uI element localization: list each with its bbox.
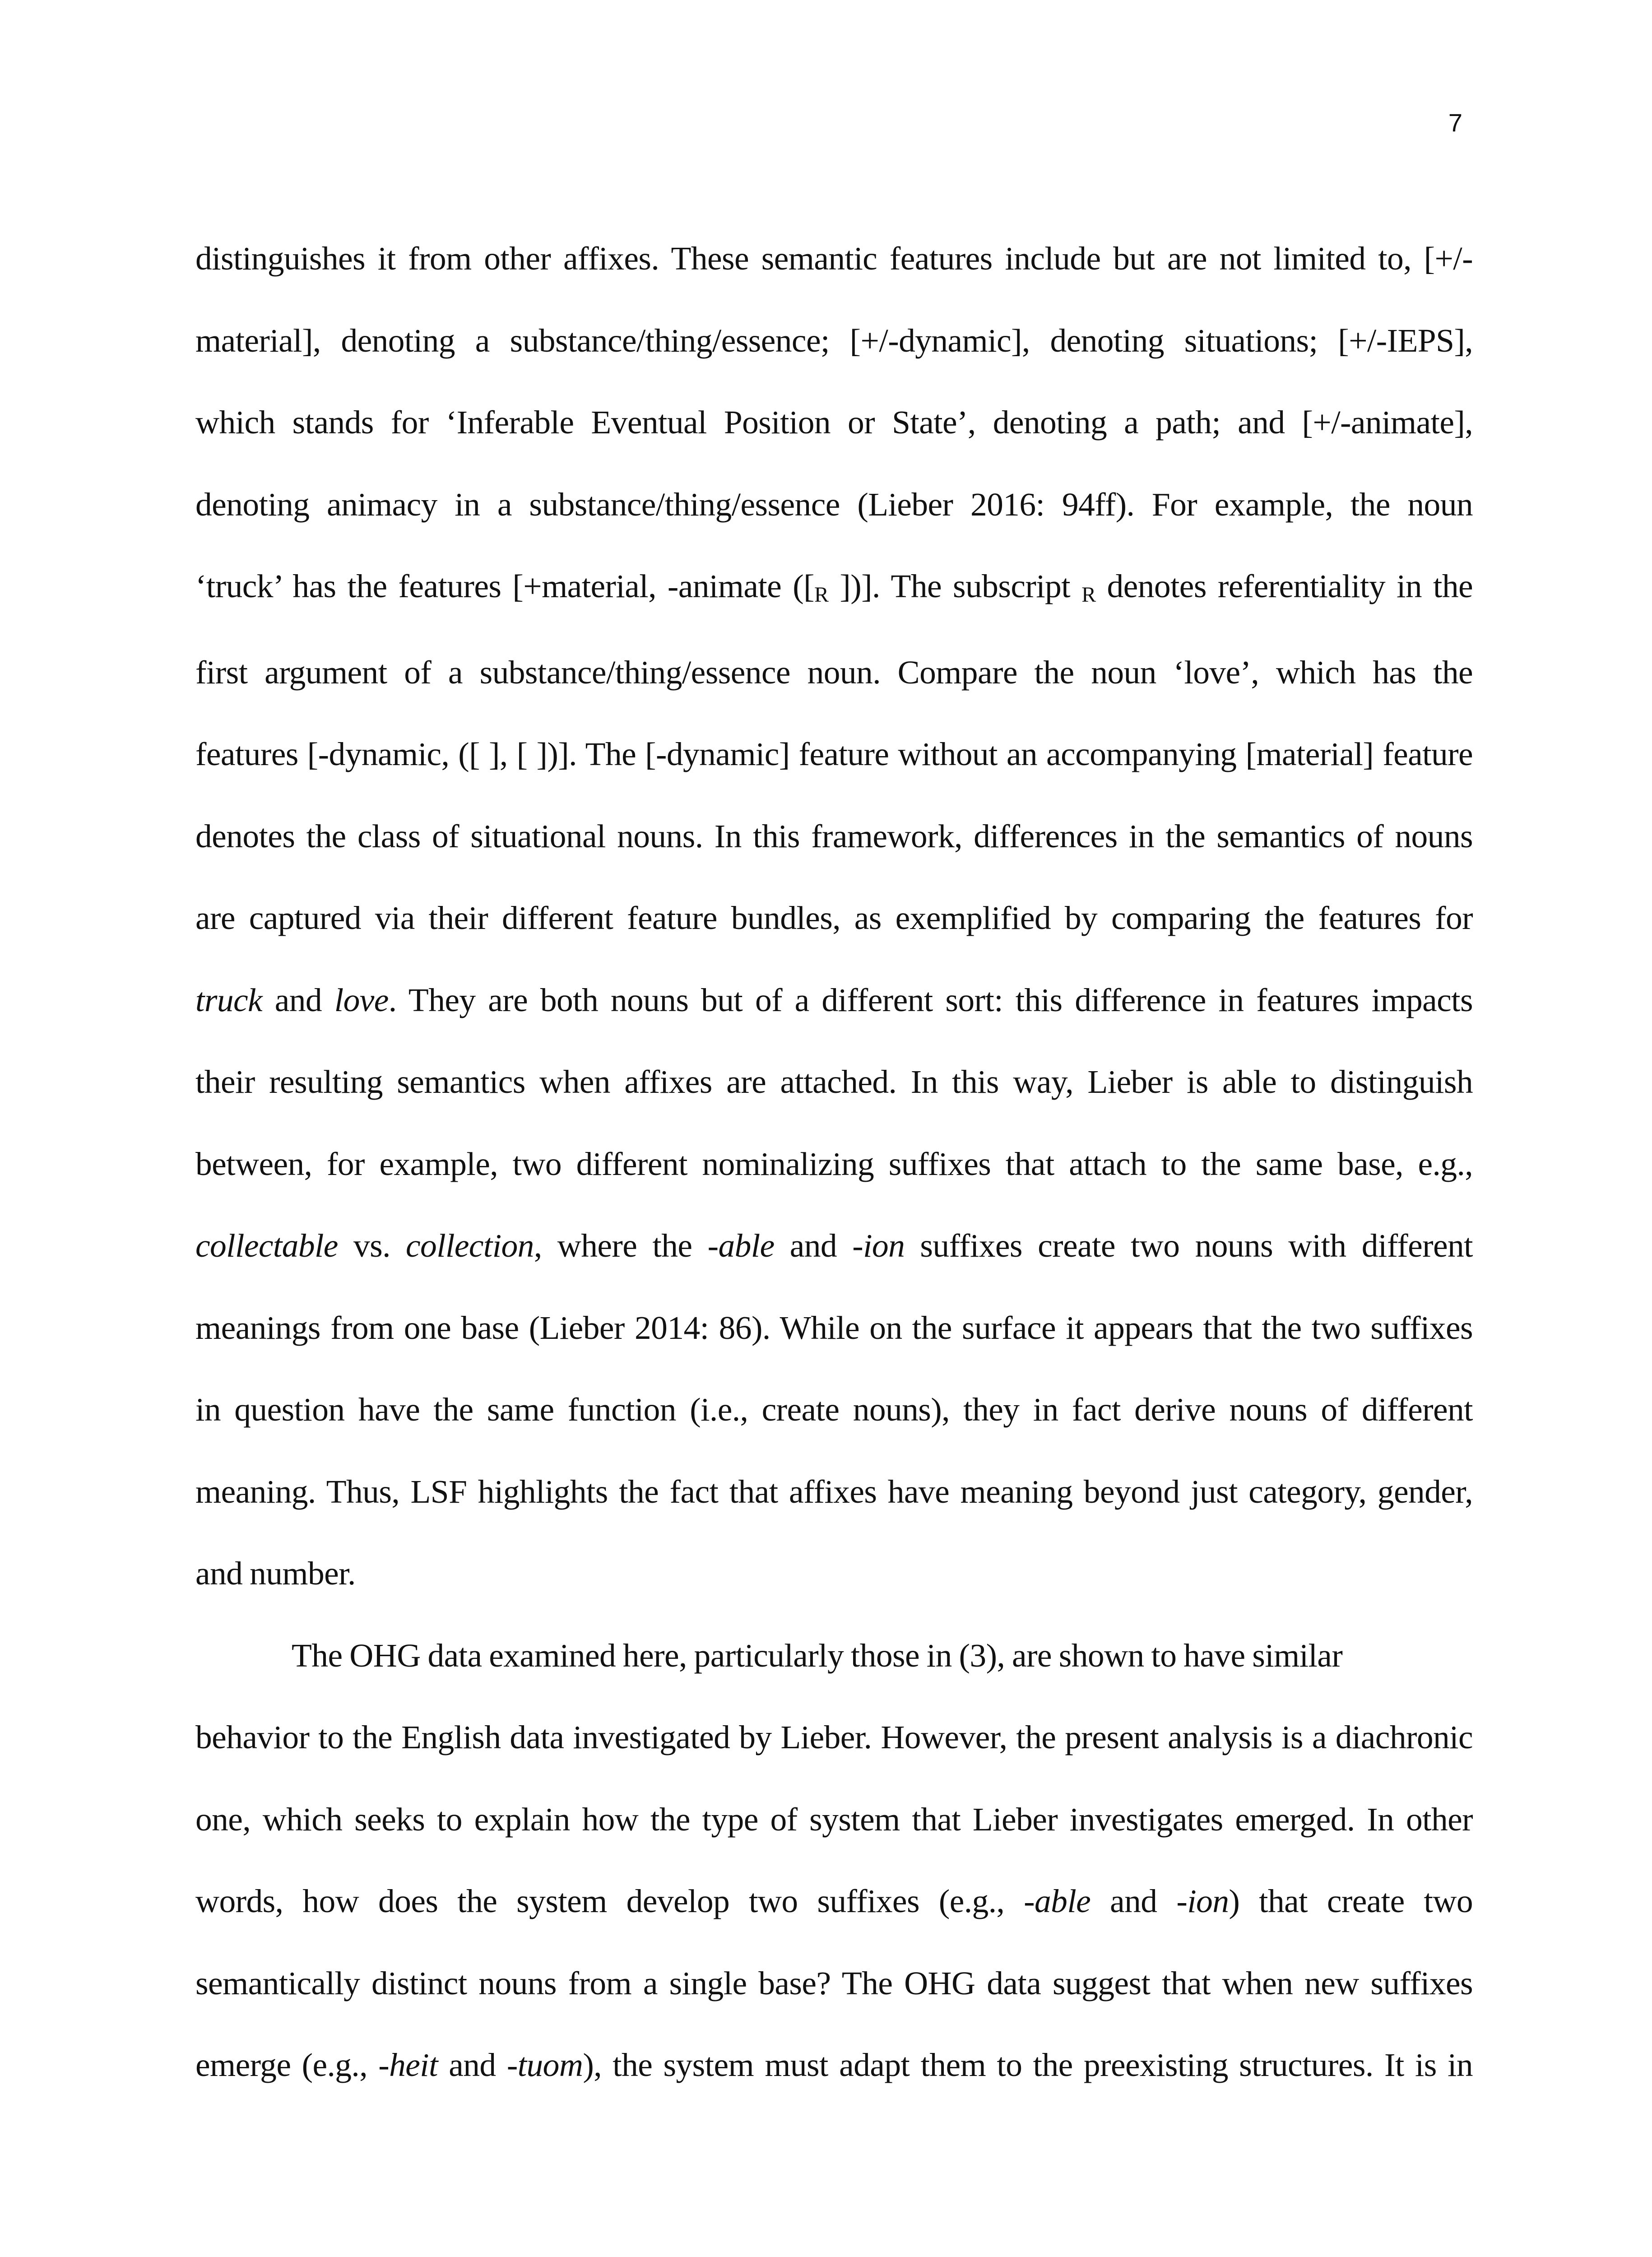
text-run: vs. xyxy=(338,1227,406,1264)
text-run: suffixes create two nouns with different xyxy=(905,1227,1473,1264)
text-run: ‘truck’ has the features [+material, -animate ([ xyxy=(195,568,814,604)
text-line: material], denoting a substance/thing/essence; [+/-dynamic], denoting situations; [+/-IEPS], xyxy=(195,322,1473,359)
text-line: first argument of a substance/thing/essence noun. Compare the noun ‘love’, which has the xyxy=(195,654,1473,691)
page-number: 7 xyxy=(1448,108,1462,137)
text-line: distinguishes it from other affixes. These semantic features include but are not limited to, [+/- xyxy=(195,240,1473,277)
text-line xyxy=(195,1860,1473,1942)
italic-term: -able xyxy=(1024,1883,1091,1919)
paragraph-1 xyxy=(195,218,1473,1615)
text-line: are captured via their different feature bundles, as exemplified by comparing the features for xyxy=(195,900,1473,936)
text-line: which stands for ‘Inferable Eventual Position or State’, denoting a path; and [+/-animate], xyxy=(195,404,1473,441)
text-line: features [-dynamic, ([ ], [ ])]. The [-dynamic] feature without an accompanying [material] feature xyxy=(195,736,1473,772)
text-run: and xyxy=(262,981,334,1018)
text-line xyxy=(195,2024,1473,2106)
text-line: meanings from one base (Lieber 2014: 86). While on the surface it appears that the two suffixes xyxy=(195,1309,1473,1346)
text-run: and xyxy=(774,1227,853,1264)
text-run: ), the system must adapt them to the preexisting structures. It is in xyxy=(583,2047,1473,2083)
text-run: words, how does the system develop two suffixes (e.g., xyxy=(195,1883,1024,1919)
text-run: . They are both nouns but of a different sort: this difference in features impacts xyxy=(388,981,1473,1018)
italic-term: -ion xyxy=(852,1227,905,1264)
italic-term: collection xyxy=(406,1227,534,1264)
text-line xyxy=(195,1205,1473,1287)
text-run: ) that create two xyxy=(1229,1883,1473,1919)
text-line: The OHG data examined here, particularly those in (3), are shown to have similar xyxy=(292,1637,1343,1674)
text-line: and number. xyxy=(195,1555,356,1592)
italic-term: -able xyxy=(707,1227,775,1264)
text-run: ])]. The subscript xyxy=(828,568,1082,604)
text-line xyxy=(195,959,1473,1041)
paragraph-2 xyxy=(195,1615,1473,2106)
italic-term: love xyxy=(334,981,389,1018)
italic-term: truck xyxy=(195,981,263,1018)
subscript-r: R xyxy=(814,583,829,607)
text-run: denotes referentiality in the xyxy=(1095,568,1473,604)
text-line xyxy=(195,545,1473,632)
subscript-r: R xyxy=(1081,583,1096,607)
italic-term: -heit xyxy=(378,2047,438,2083)
text-line: denotes the class of situational nouns. In this framework, differences in the semantics of nouns xyxy=(195,817,1473,855)
italic-term: -ion xyxy=(1176,1883,1229,1919)
text-run: and xyxy=(1091,1883,1177,1919)
text-line: in question have the same function (i.e., create nouns), they in fact derive nouns of different xyxy=(195,1391,1473,1428)
body-text xyxy=(195,218,1473,2106)
italic-term: collectable xyxy=(195,1227,338,1264)
text-line: behavior to the English data investigated by Lieber. However, the present analysis is a diachronic xyxy=(195,1719,1473,1755)
text-line: semantically distinct nouns from a single base? The OHG data suggest that when new suffixes xyxy=(195,1964,1473,2002)
text-line: meaning. Thus, LSF highlights the fact that affixes have meaning beyond just category, gender, xyxy=(195,1473,1473,1510)
text-run: emerge (e.g., xyxy=(195,2047,379,2083)
text-run: and xyxy=(437,2047,507,2083)
text-run: , where the xyxy=(534,1227,708,1264)
text-line: their resulting semantics when affixes are attached. In this way, Lieber is able to distinguish xyxy=(195,1063,1473,1100)
text-line: denoting animacy in a substance/thing/essence (Lieber 2016: 94ff). For example, the noun xyxy=(195,486,1473,523)
text-line: between, for example, two different nominalizing suffixes that attach to the same base, e.g., xyxy=(195,1145,1473,1182)
italic-term: -tuom xyxy=(506,2047,583,2083)
text-line: one, which seeks to explain how the type of system that Lieber investigates emerged. In other xyxy=(195,1801,1473,1838)
